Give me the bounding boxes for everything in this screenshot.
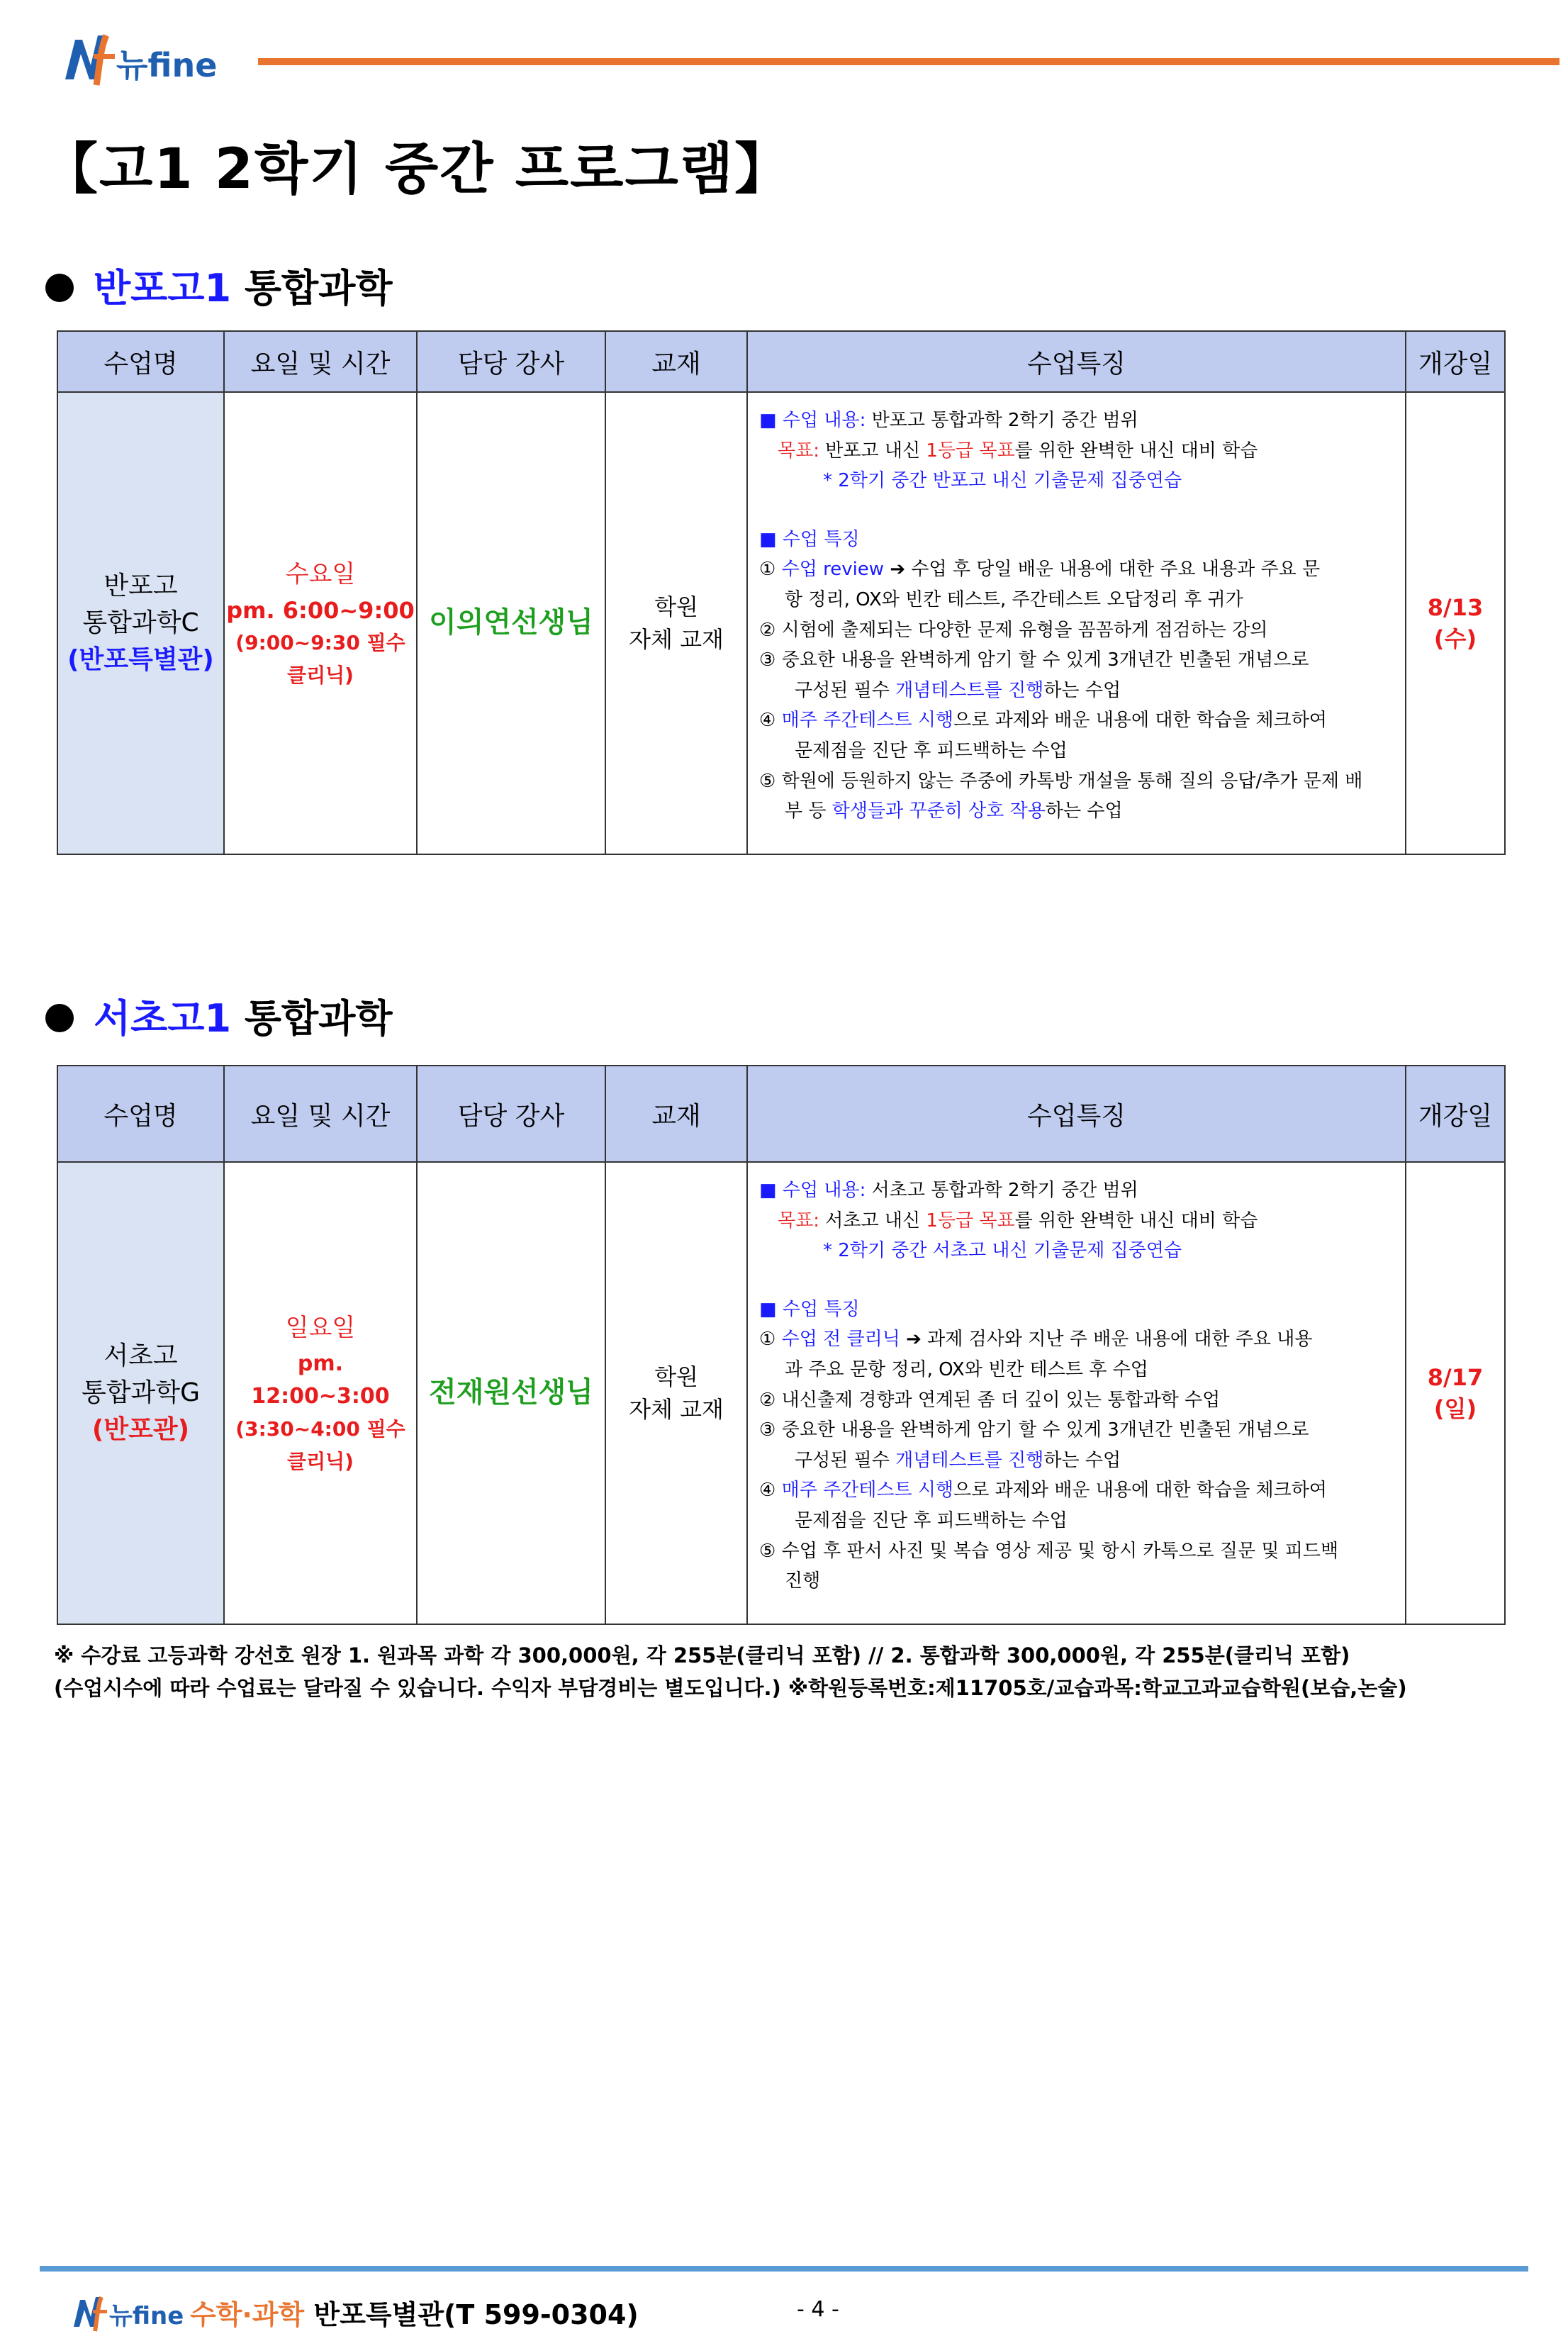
logo-text: 뉴fine [116,46,218,84]
clinic-time: (9:00~9:30 필수 [235,631,405,654]
start-date: 8/13 [1427,594,1484,621]
header-class-name: 수업명 [57,1066,224,1162]
feature-content: ■ 수업 내용: 반포고 통합과학 2학기 중간 범위 [759,410,1138,431]
header-textbook: 교재 [605,331,747,392]
footer-contact: 수학·과학 반포특별관(T 599-0304) [190,2299,639,2330]
feature-note: * 2학기 중간 반포고 내신 기출문제 집중연습 [823,470,1182,492]
textbook-cell: 학원 자체 교재 [605,392,747,854]
teacher-cell [417,392,605,854]
header-textbook: 교재 [605,1066,747,1162]
note-line-2: (수업시수에 따라 수업료는 달라질 수 있습니다. 수익자 부담경비는 별도입니다.) ※학원등록번호:제11705호/교습과목:학교고과교습학원(보습,논술) [54,1676,1407,1700]
feature-item-4: ④ 매주 주간테스트 시행으로 과제와 배운 내용에 대한 학습을 체크하여 [759,1480,1327,1502]
section-school: 서초고1 [94,996,232,1041]
footer-divider [40,2266,1528,2272]
footer-logo [71,2287,191,2332]
section-title-seocho [45,988,393,1043]
section-subject: 통합과학 [244,266,393,311]
header-features: 수업특징 [747,331,1406,392]
teacher-name: 이의연선생님 [429,606,593,639]
feature-item-3: ③ 중요한 내용을 완벽하게 암기 할 수 있게 3개년간 빈출된 개념으로 [759,1419,1309,1441]
page-title: 【고1 2학기 중간 프로그램】 [43,138,792,201]
feature-item-1: ① 수업 전 클리닉 ➔ 과제 검사와 지난 주 배운 내용에 대한 주요 내용 [759,1329,1313,1351]
feature-item-2: ② 내신출제 경향과 연계된 좀 더 깊이 있는 통합과학 수업 [759,1389,1221,1411]
textbook-cell: 학원 자체 교재 [605,1162,747,1624]
table-row [57,1162,1505,1624]
section-school: 반포고1 [94,266,232,311]
feature-goal: 목표: 서초고 내신 1등급 목표를 위한 완벽한 내신 대비 학습 [778,1209,1258,1231]
class-time: pm. 6:00~9:00 [226,597,415,624]
feature-item-3: ③ 중요한 내용을 완벽하게 암기 할 수 있게 3개년간 빈출된 개념으로 [759,649,1309,671]
feature-label: ■ 수업 특징 [759,1298,860,1320]
features-cell: ■ 수업 내용: 반포고 통합과학 2학기 중간 범위 목표: 반포고 내신 1등급 목표를 위한 완벽한 내신 대비 학습 * 2학기 중간 반포고 내신 기출문제 집중연습 ■ 수업 특징 ① 수업 review ➔ 수업 후 당일 배운 내용에 대한 주요 내용과 주요 문 항 정리, OX와 빈칸 테스트, 주간테스트 오답정리 후 귀가 ② 시험에 출제되는 다양한 문제 유형을 꼼꼼하게 점검하는 강의 ③ 중요한 내용을 완벽하게 암기 할 수 있게 3개년간 빈출된 개념으로 구성된 필수 개념테스트를 진행하는 수업 ④ 매주 주간테스트 시행으로 과제와 배운 내용에 대한 학습을 체크하여 문제점을 진단 후 피드백하는 수업 ⑤ 학원에 등원하지 않는 주중에 카톡방 개설을 통해 질의 응답/추가 문제 배 부 등 학생들과 꾸준히 상호 작용하는 수업 [747,392,1406,854]
academy-logo [60,18,258,89]
feature-item-1: ① 수업 review ➔ 수업 후 당일 배운 내용에 대한 주요 내용과 주요 문 [759,559,1321,581]
class-day: 수요일 [285,560,356,588]
feature-goal: 목표: 반포고 내신 1등급 목표를 위한 완벽한 내신 대비 학습 [778,440,1258,462]
start-date-cell: 8/13 (수) [1406,392,1505,854]
section-subject: 통합과학 [244,996,393,1041]
table-row [57,392,1505,854]
bullet-icon [45,1004,74,1032]
feature-item-4: ④ 매주 주간테스트 시행으로 과제와 배운 내용에 대한 학습을 체크하여 [759,710,1327,732]
features-cell: ■ 수업 내용: 서초고 통합과학 2학기 중간 범위 목표: 서초고 내신 1등급 목표를 위한 완벽한 내신 대비 학습 * 2학기 중간 서초고 내신 기출문제 집중연습 ■ 수업 특징 ① 수업 전 클리닉 ➔ 과제 검사와 지난 주 배운 내용에 대한 주요 내용 과 주요 문항 정리, OX와 빈칸 테스트 후 수업 ② 내신출제 경향과 연계된 좀 더 깊이 있는 통합과학 수업 ③ 중요한 내용을 완벽하게 암기 할 수 있게 3개년간 빈출된 개념으로 구성된 필수 개념테스트를 진행하는 수업 ④ 매주 주간테스트 시행으로 과제와 배운 내용에 대한 학습을 체크하여 문제점을 진단 후 피드백하는 수업 ⑤ 수업 후 판서 사진 및 복습 영상 제공 및 항시 카톡으로 질문 및 피드백 진행 [747,1162,1406,1624]
note-line-1: ※ 수강료 고등과학 강선호 원장 1. 원과목 과학 각 300,000원, 각 255분(클리닉 포함) // 2. 통합과학 300,000원, 각 255분(클리닉 포함) [54,1643,1350,1667]
header-divider [258,58,1559,65]
teacher-name: 전재원선생님 [429,1376,593,1409]
class-name-cell: 반포고 통합과학C (반포특별관) [57,392,224,854]
teacher-cell [417,1162,605,1624]
feature-item-5: ⑤ 수업 후 판서 사진 및 복습 영상 제공 및 항시 카톡으로 질문 및 피드백 [759,1540,1339,1562]
feature-item-5: ⑤ 학원에 등원하지 않는 주중에 카톡방 개설을 통해 질의 응답/추가 문제 배 [759,770,1363,792]
class-name-cell: 서초고 통합과학G (반포관) [57,1162,224,1624]
footer [71,2287,639,2337]
bullet-icon [45,274,74,302]
svg-text:뉴fine: 뉴fine [109,2302,184,2330]
feature-item-2: ② 시험에 출제되는 다양한 문제 유형을 꼼꼼하게 점검하는 강의 [759,619,1268,641]
program-table-banpo [57,330,1506,855]
feature-content: ■ 수업 내용: 서초고 통합과학 2학기 중간 범위 [759,1180,1138,1201]
header-teacher: 담당 강사 [417,331,605,392]
header-teacher: 담당 강사 [417,1066,605,1162]
header-class-name: 수업명 [57,331,224,392]
class-day: 일요일 [285,1314,356,1342]
header-start-date: 개강일 [1406,331,1505,392]
header-start-date: 개강일 [1406,1066,1505,1162]
class-time: pm. 12:00~3:00 [251,1351,390,1409]
table-header-row [57,331,1505,392]
start-date: 8/17 [1427,1364,1484,1391]
page-number: - 4 - [797,2297,839,2322]
tuition-notes [54,1639,1407,1704]
feature-note: * 2학기 중간 서초고 내신 기출문제 집중연습 [823,1240,1182,1262]
day-time-cell: 일요일 pm. 12:00~3:00 (3:30~4:00 필수 클리닉) [224,1162,417,1624]
program-table-seocho [57,1065,1506,1625]
feature-label: ■ 수업 특징 [759,528,860,550]
header-features: 수업특징 [747,1066,1406,1162]
header-day-time: 요일 및 시간 [224,331,417,392]
clinic-time: (3:30~4:00 필수 [235,1417,405,1441]
header-day-time: 요일 및 시간 [224,1066,417,1162]
day-time-cell: 수요일 pm. 6:00~9:00 (9:00~9:30 필수 클리닉) [224,392,417,854]
table-header-row [57,1066,1505,1162]
start-date-cell: 8/17 (일) [1406,1162,1505,1624]
section-title-banpo [45,258,393,313]
